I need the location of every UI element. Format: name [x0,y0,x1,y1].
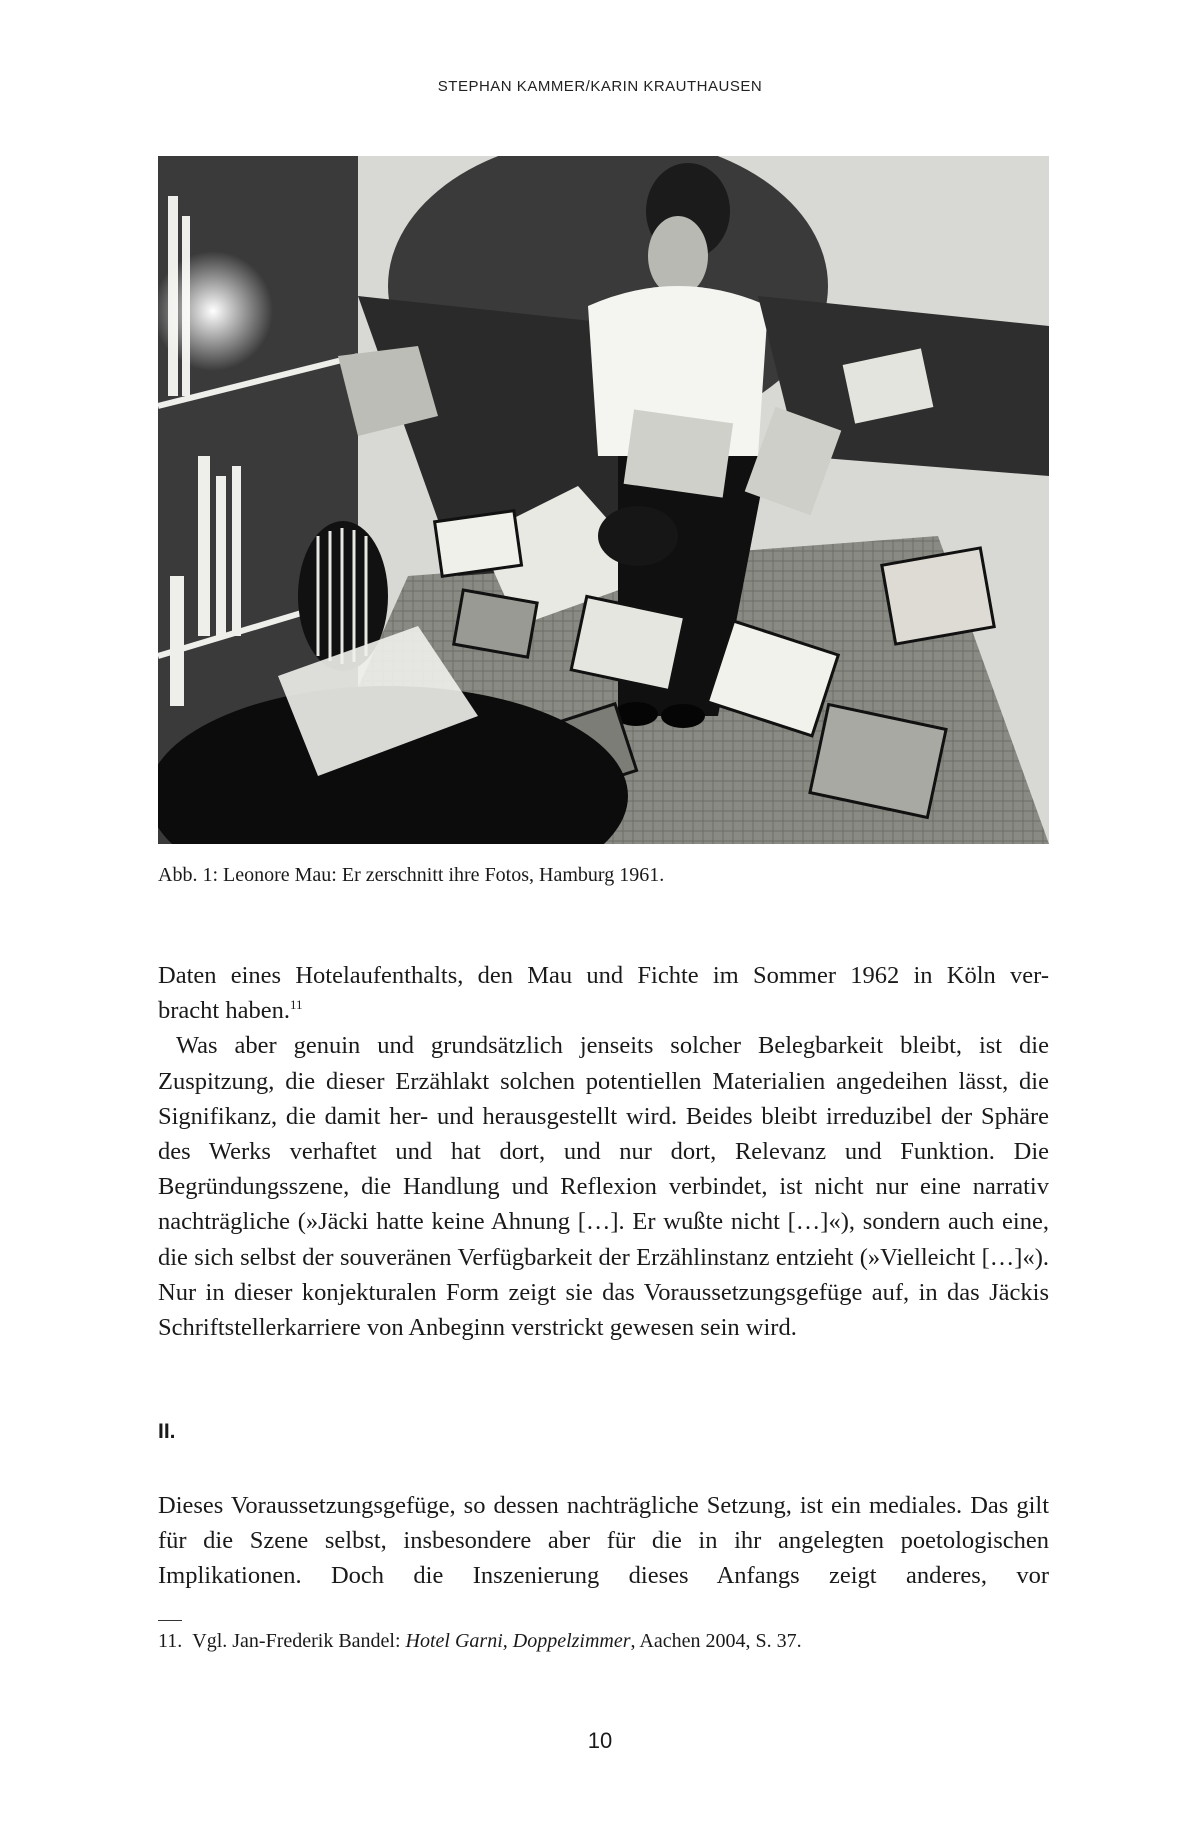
paragraph-1-line-1 [158,958,1049,993]
footnote-suffix: , Aachen 2004, S. 37. [630,1630,802,1652]
paragraph-3 [158,1488,1049,1594]
photograph-image [158,156,1049,844]
paragraph-2-text: Was aber genuin und grundsätzlich jenseits solcher Belegbarkeit bleibt, ist die Zuspitzung, die dieser Erzählakt solchen potentiellen Materialien angedeihen lässt, die Signifikanz, die damit her- und herausgestellt wird. Beides bleibt irreduzibel der Sphäre des Werks verhaftet und hat dort, und nur dort, Relevanz und Funktion. Die Begründungsszene, die Handlung und Reflexion verbindet, ist nicht nur eine narrativ nachträgliche (»Jäcki hatte keine Ahnung […]. Er wußte nicht […]«), sondern auch eine, die sich selbst der souveränen Verfügbarkeit der Erzählinstanz entzieht (»Vielleicht […]«). Nur in dieser konjekturalen Form zeigt sie das Voraussetzungsgefüge auf, in das Jäckis Schriftstellerkarriere von Anbeginn verstrickt gewesen sein wird. [158,1032,1049,1342]
footnote-title: Hotel Garni, Doppelzimmer [405,1630,631,1652]
paragraph-1-line-2 [158,993,1049,1028]
paragraph-1 [158,958,1049,1345]
section-heading: II. [158,1420,176,1443]
figure-photograph [158,156,1049,844]
paragraph-3-text: Dieses Voraussetzungsgefüge, so dessen nachträgliche Setzung, ist ein mediales. Das gilt für die Szene selbst, insbesondere aber für die in ihr angelegten poetologischen Implikationen. Doch die Inszenierung dieses Anfangs zeigt anderes, vor [158,1492,1049,1590]
footnote-prefix: Vgl. Jan-Frederik Bandel: [192,1630,406,1652]
footnote [158,1630,802,1653]
running-head: STEPHAN KAMMER/KARIN KRAUTHAUSEN [437,78,763,95]
footnote-rule [158,1620,182,1621]
paragraph-1-line-1-text: Daten eines Hotelaufenthalts, den Mau und Fichte im Sommer 1962 in Köln ver- [158,962,1049,989]
footnote-reference[interactable]: 11 [289,997,303,1013]
footnote-number: 11. [158,1630,183,1652]
paragraph-1-line-2-text: bracht haben. [158,997,290,1025]
figure-caption: Abb. 1: Leonore Mau: Er zerschnitt ihre Fotos, Hamburg 1961. [158,864,665,886]
page-number: 10 [587,1728,613,1753]
